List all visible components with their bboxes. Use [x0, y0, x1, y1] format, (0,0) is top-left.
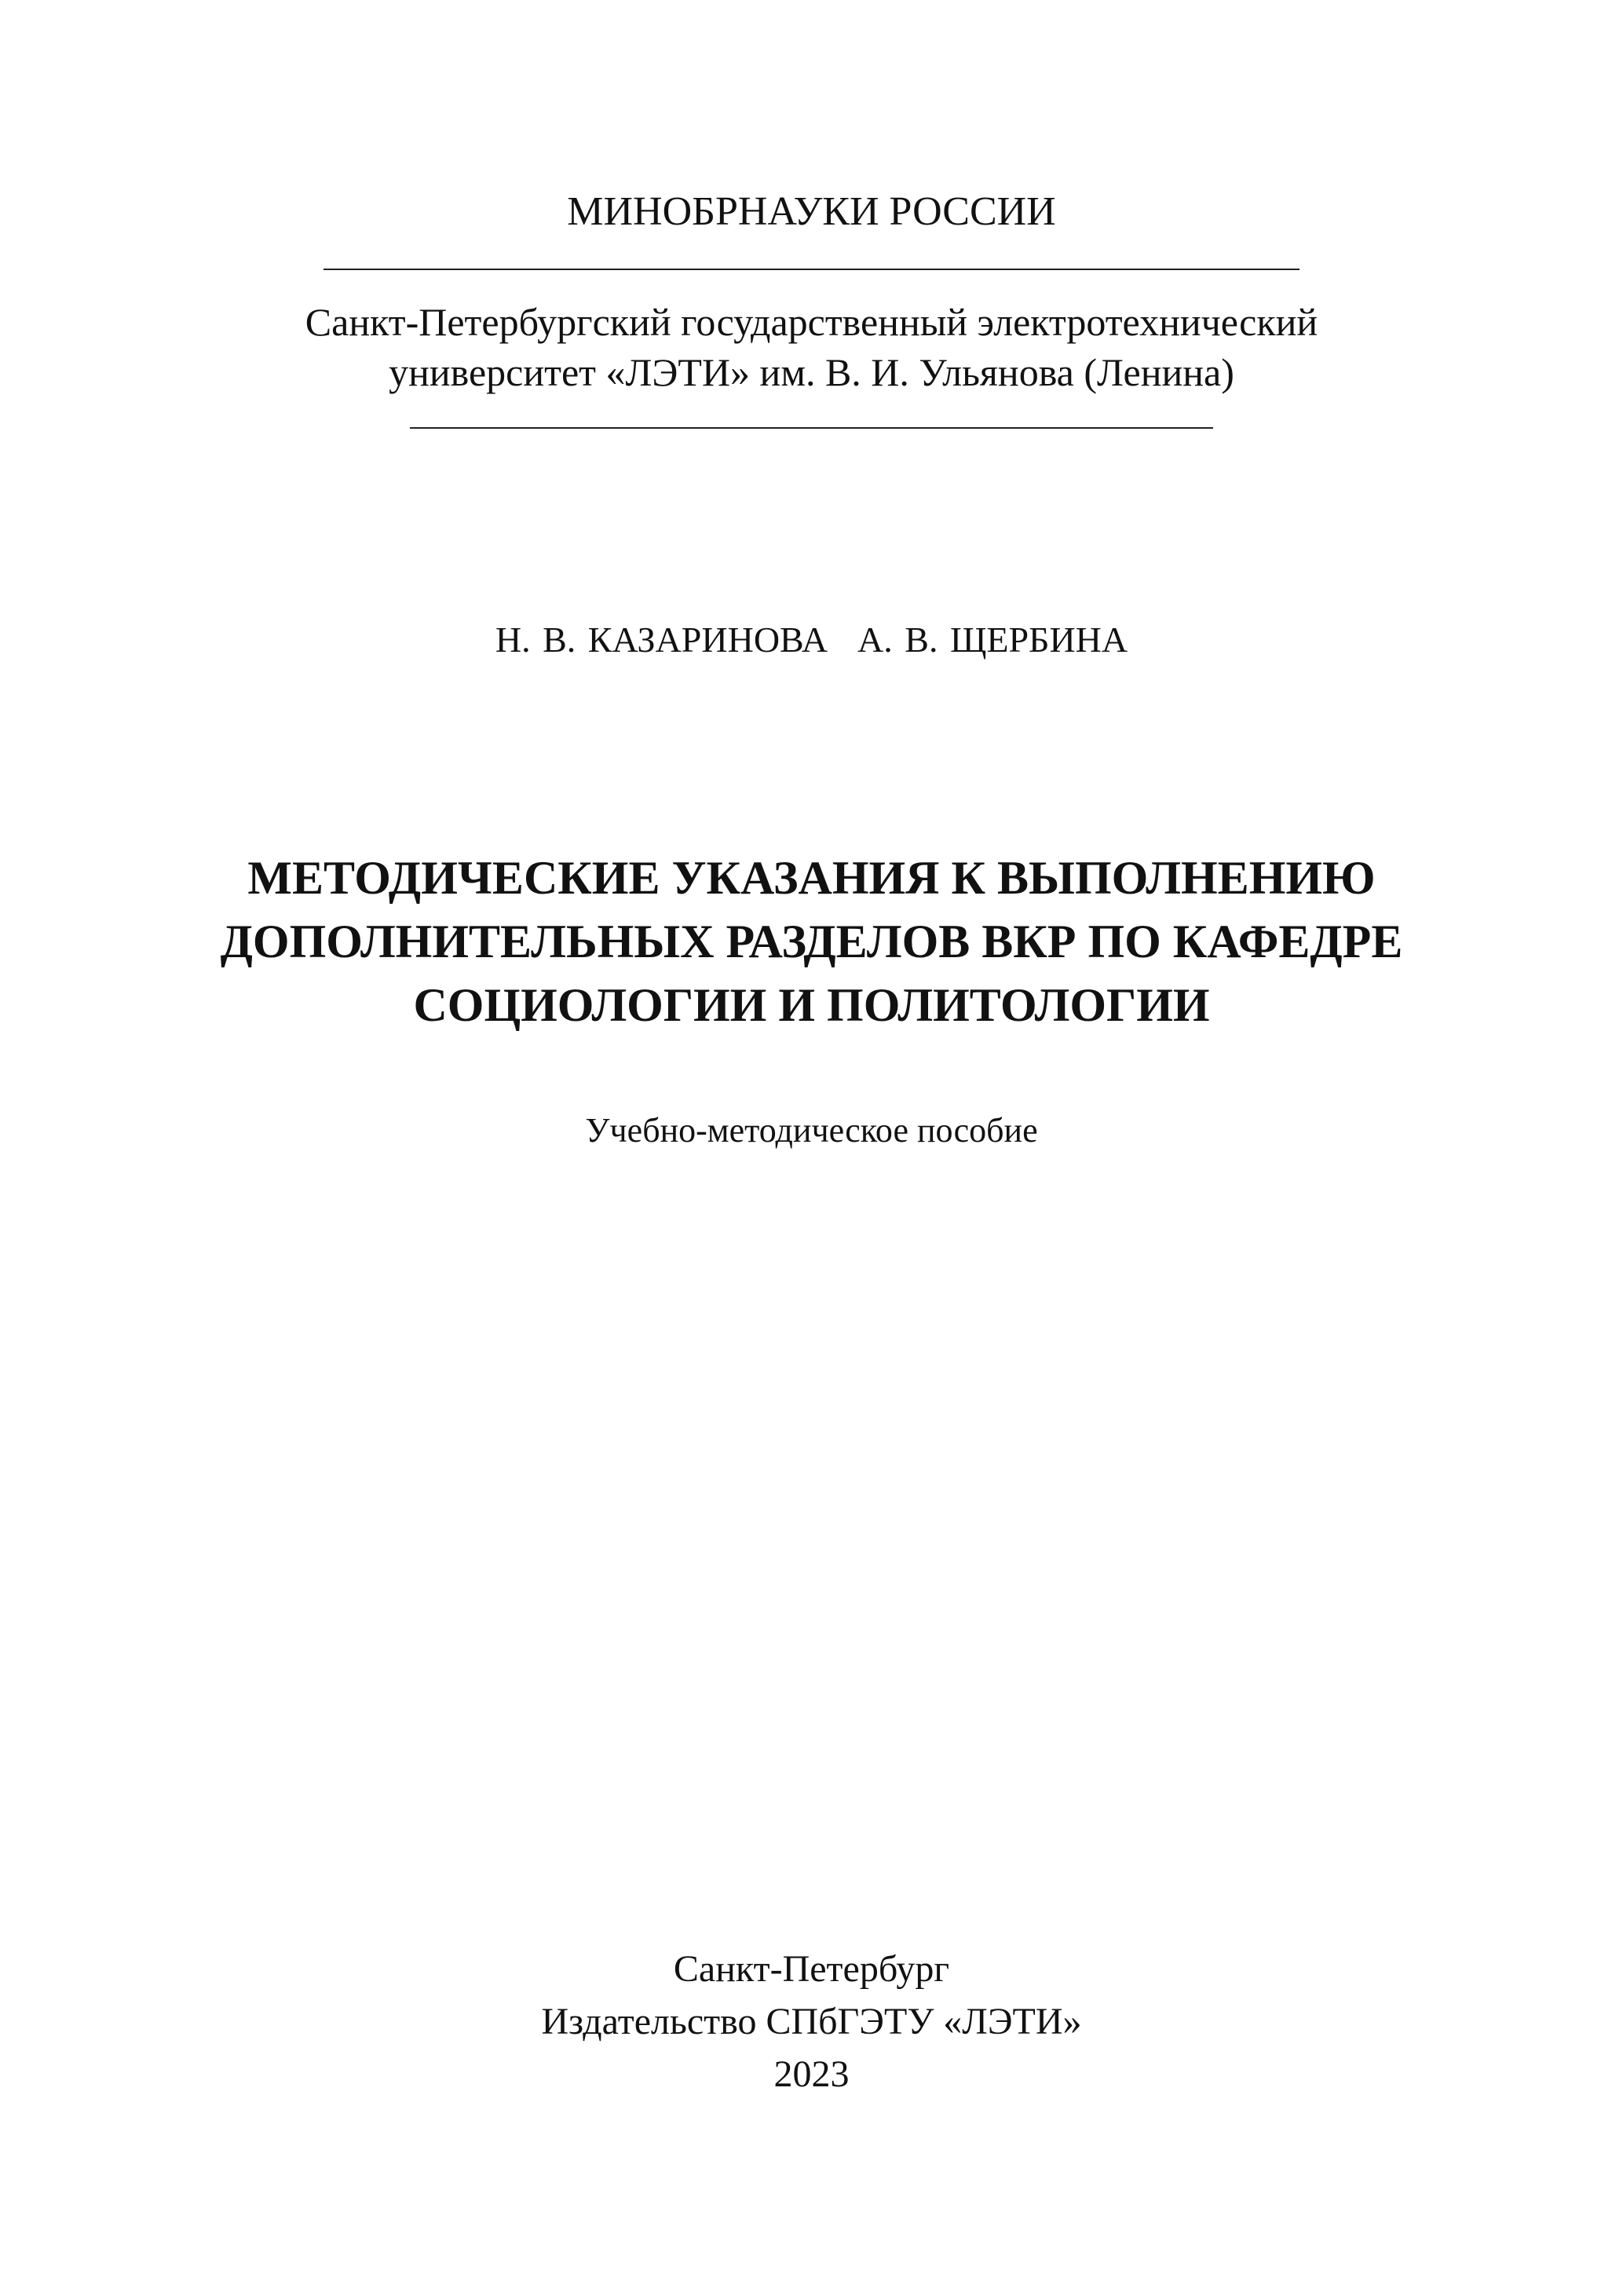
author-2: А. В. ЩЕРБИНА: [857, 620, 1128, 660]
bottom-divider: [410, 427, 1213, 429]
authors: [0, 616, 1623, 664]
university-name-line-2: университет «ЛЭТИ» им. В. И. Ульянова (Ленина): [389, 350, 1234, 394]
university-name: [0, 297, 1623, 397]
imprint: [0, 1943, 1623, 2100]
document-title: [0, 846, 1623, 1037]
document-title-line-2: ДОПОЛНИТЕЛЬНЫХ РАЗДЕЛОВ ВКР ПО КАФЕДРЕ: [220, 916, 1403, 967]
document-subtitle: Учебно-методическое пособие: [585, 1111, 1038, 1150]
imprint-year: 2023: [773, 2053, 850, 2095]
imprint-city: Санкт-Петербург: [673, 1948, 950, 1990]
top-divider: [324, 269, 1299, 270]
document-title-line-3: СОЦИОЛОГИИ И ПОЛИТОЛОГИИ: [413, 979, 1210, 1031]
imprint-publisher: Издательство СПбГЭТУ «ЛЭТИ»: [541, 2001, 1082, 2042]
ministry-heading: МИНОБРНАУКИ РОССИИ: [567, 189, 1056, 234]
university-name-line-1: Санкт-Петербургский государственный электротехнический: [305, 300, 1318, 344]
document-title-line-1: МЕТОДИЧЕСКИЕ УКАЗАНИЯ К ВЫПОЛНЕНИЮ: [247, 852, 1376, 904]
author-1: Н. В. КАЗАРИНОВА: [495, 620, 828, 660]
